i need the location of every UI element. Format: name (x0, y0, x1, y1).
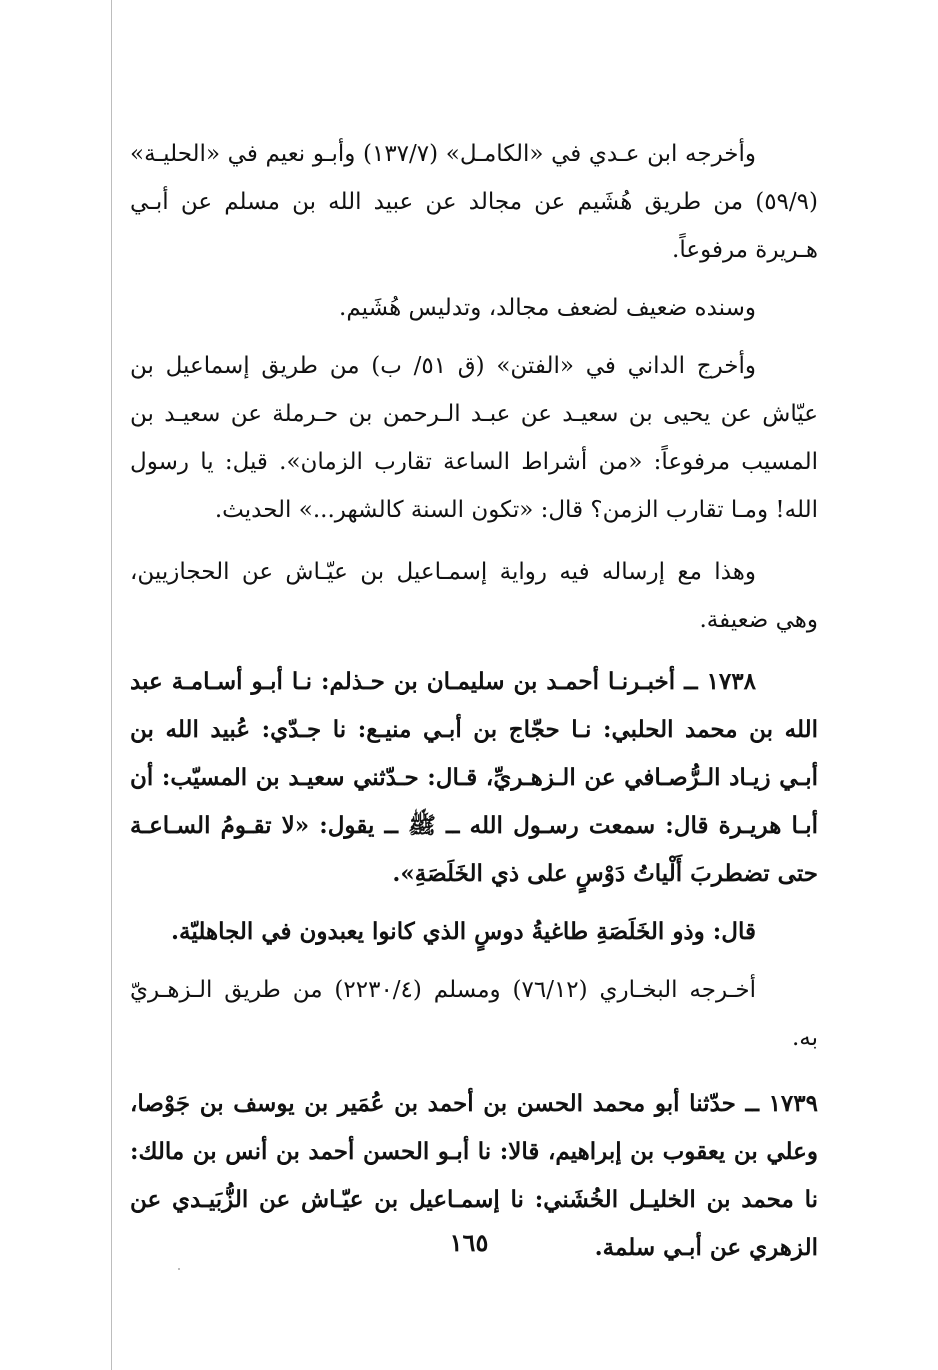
paragraph-takhrij-dani: وأخرج الداني في «الفتن» (ق ٥١/ ب) من طريق إسماعيل بن عيّاش عن يحيى بن سعيـد عن عبـد الـرحمن بن حـرملة عن سعيـد بن المسيب مرفوعاً: «من أشراط الساعة تقارب الزمان». قيل: يا رسول الله! ومـا تقارب الزمن؟ قال: «تكون السنة كالشهر...» الحديث. (130, 353, 818, 523)
hadith-1738: ١٧٣٨ ــ أخبـرنـا أحمـد بن سليمـان بن حـذلم: نـا أبـو أسـامـة عبد الله بن محمد الحلبي: نـا حجّاج بن أبـي منيـع: نا جـدّي: عُبيد الله بن أبـي زيـاد الـرُّصـافي عن الـزهـريِّ، قـال: حـدّثني سعيـد بن المسيّب: أن أبـا هريـرة قال: سمعت رسـول الله ــ ﷺ ــ يقول: «لا تقـومُ السـاعـة حتى تضطربَ أَلْياتُ دَوْسٍ على ذي الخَلَصَةِ». (130, 668, 818, 887)
hadith-1738-commentary: قال: وذو الخَلَصَةِ طاغيةُ دوسٍ الذي كانوا يعبدون في الجاهليّة. (171, 918, 756, 945)
margin-rule (111, 0, 112, 1370)
hadith-1739: ١٧٣٩ ــ حدّثنا أبو محمد الحسن بن أحمد بن عُمَير بن يوسف بن جَوْصا، وعلي بن يعقوب بن إبراهيم، قالا: نا أبـو الحسن أحمد بن أنس بن مالك: نا محمد بن الخليـل الخُشَني: نا إسمـاعيل بن عيّـاش عن الزُّبَيـدي عن الزهري عن أبـي سلمة. (130, 1090, 818, 1261)
paragraph-isnad-weakness: وسنده ضعيف لضعف مجالد، وتدليس هُشَيم. (339, 295, 756, 321)
paragraph-takhrij-1: وأخرجه ابن عـدي في «الكامـل» (١٣٧/٧) وأبـو نعيم في «الحليـة» (٥٩/٩) من طريق هُشَيم عن مجالد عن عبيد الله بن مسلم عن أبـي هـريرة مرفوعاً. (130, 141, 818, 263)
paragraph-mursal-note: وهذا مع إرساله فيه رواية إسمـاعيل بن عيّـاش عن الحجازيين، وهي ضعيفة. (130, 559, 818, 633)
page-body (130, 130, 818, 1272)
scan-speck (178, 1268, 180, 1270)
paragraph-takhrij-bukhari-muslim: أخـرجه البخـاري (٧٦/١٢) ومسلم (٢٢٣٠/٤) من طريق الـزهـريّ به. (130, 977, 818, 1051)
page-number: ١٦٥ (449, 1228, 489, 1257)
